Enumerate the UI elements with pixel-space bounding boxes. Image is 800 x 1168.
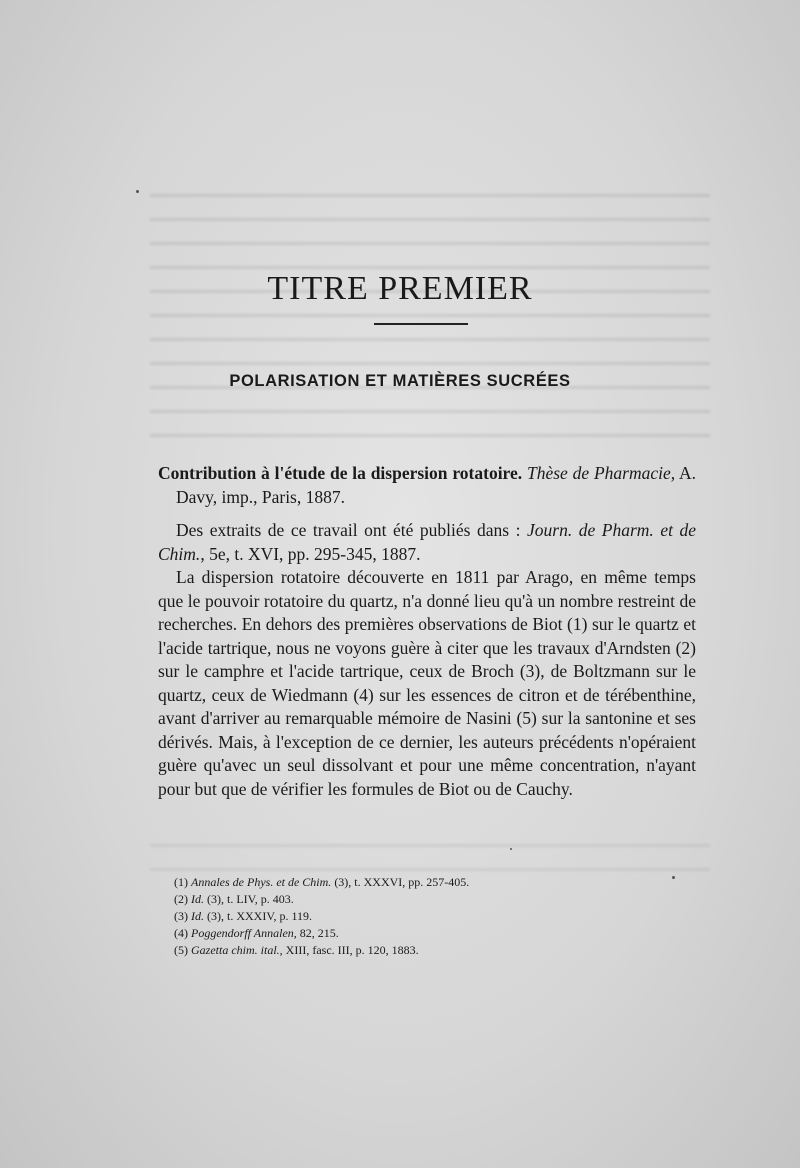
footnote-number: (3) [174,909,188,923]
title-divider [374,323,468,325]
footnote-source: Id. [191,909,204,923]
bibliographic-reference [158,462,696,509]
excerpt-lead: Des extraits de ce travail ont été publiés dans : [176,520,521,540]
footnote-3 [174,908,674,925]
footnote-number: (4) [174,926,188,940]
footnote-source: Gazetta chim. ital., [191,943,283,957]
reference-publisher: A. Davy, imp., Paris, 1887. [176,463,696,507]
excerpt-details: , 5e, t. XVI, pp. 295-345, 1887. [200,543,421,564]
section-heading: POLARISATION ET MATIÈRES SUCRÉES [229,372,571,390]
reference-title: Contribution à l'étude de la dispersion rotatoire. [158,463,523,483]
excerpt-note [158,519,696,566]
footnote-1 [174,874,674,891]
footnote-details: (3), t. LIV, p. 403. [204,892,294,906]
footnote-source: Poggendorff Annalen, [191,926,297,940]
footnote-details: (3), t. XXXIV, p. 119. [204,909,312,923]
footnote-source: Id. [191,892,204,906]
footnote-5 [174,942,674,959]
footnote-details: XIII, fasc. III, p. 120, 1883. [282,943,419,957]
footnote-number: (2) [174,892,188,906]
page-title: TITRE PREMIER [267,270,533,307]
reference-thesis: Thèse de Pharmacie, [526,463,676,483]
ink-speck [672,876,675,879]
footnote-details: 82, 215. [296,926,339,940]
footnote-number: (5) [174,943,188,957]
footnote-source: Annales de Phys. et de Chim. [191,875,332,889]
excerpt-journal: Journ. de Pharm. et de Chim. [158,520,696,564]
footnote-4 [174,925,674,942]
footnote-details: (3), t. XXXVI, pp. 257-405. [331,875,470,889]
body-paragraph: La dispersion rotatoire découverte en 1811 par Arago, en même temps que le pouvoir rotatoire du quartz, n'a donné lieu qu'à un nombre restreint de recherches. En dehors des premières observations de Biot (1) sur le quartz et l'acide tartrique, nous ne voyons guère à citer que les travaux d'Arndsten (2) sur le camphre et l'acide tartrique, ceux de Broch (3), de Boltzmann sur le quartz, ceux de Wiedmann (4) sur les essences de citron et de térébenthine, avant d'arriver au remarquable mémoire de Nasini (5) sur la santonine et ses dérivés. Mais, à l'exception de ce dernier, les auteurs précédents n'opéraient guère qu'avec un seul dissolvant et pour une même concentration, n'ayant pour but que de vérifier les formules de Biot ou de Cauchy. [158,567,696,799]
footnote-2 [174,891,674,908]
ink-speck [136,190,139,193]
main-text [158,462,696,801]
ink-speck [510,848,512,850]
show-through-text [150,180,710,450]
footnote-number: (1) [174,875,188,889]
footnotes [174,874,674,959]
